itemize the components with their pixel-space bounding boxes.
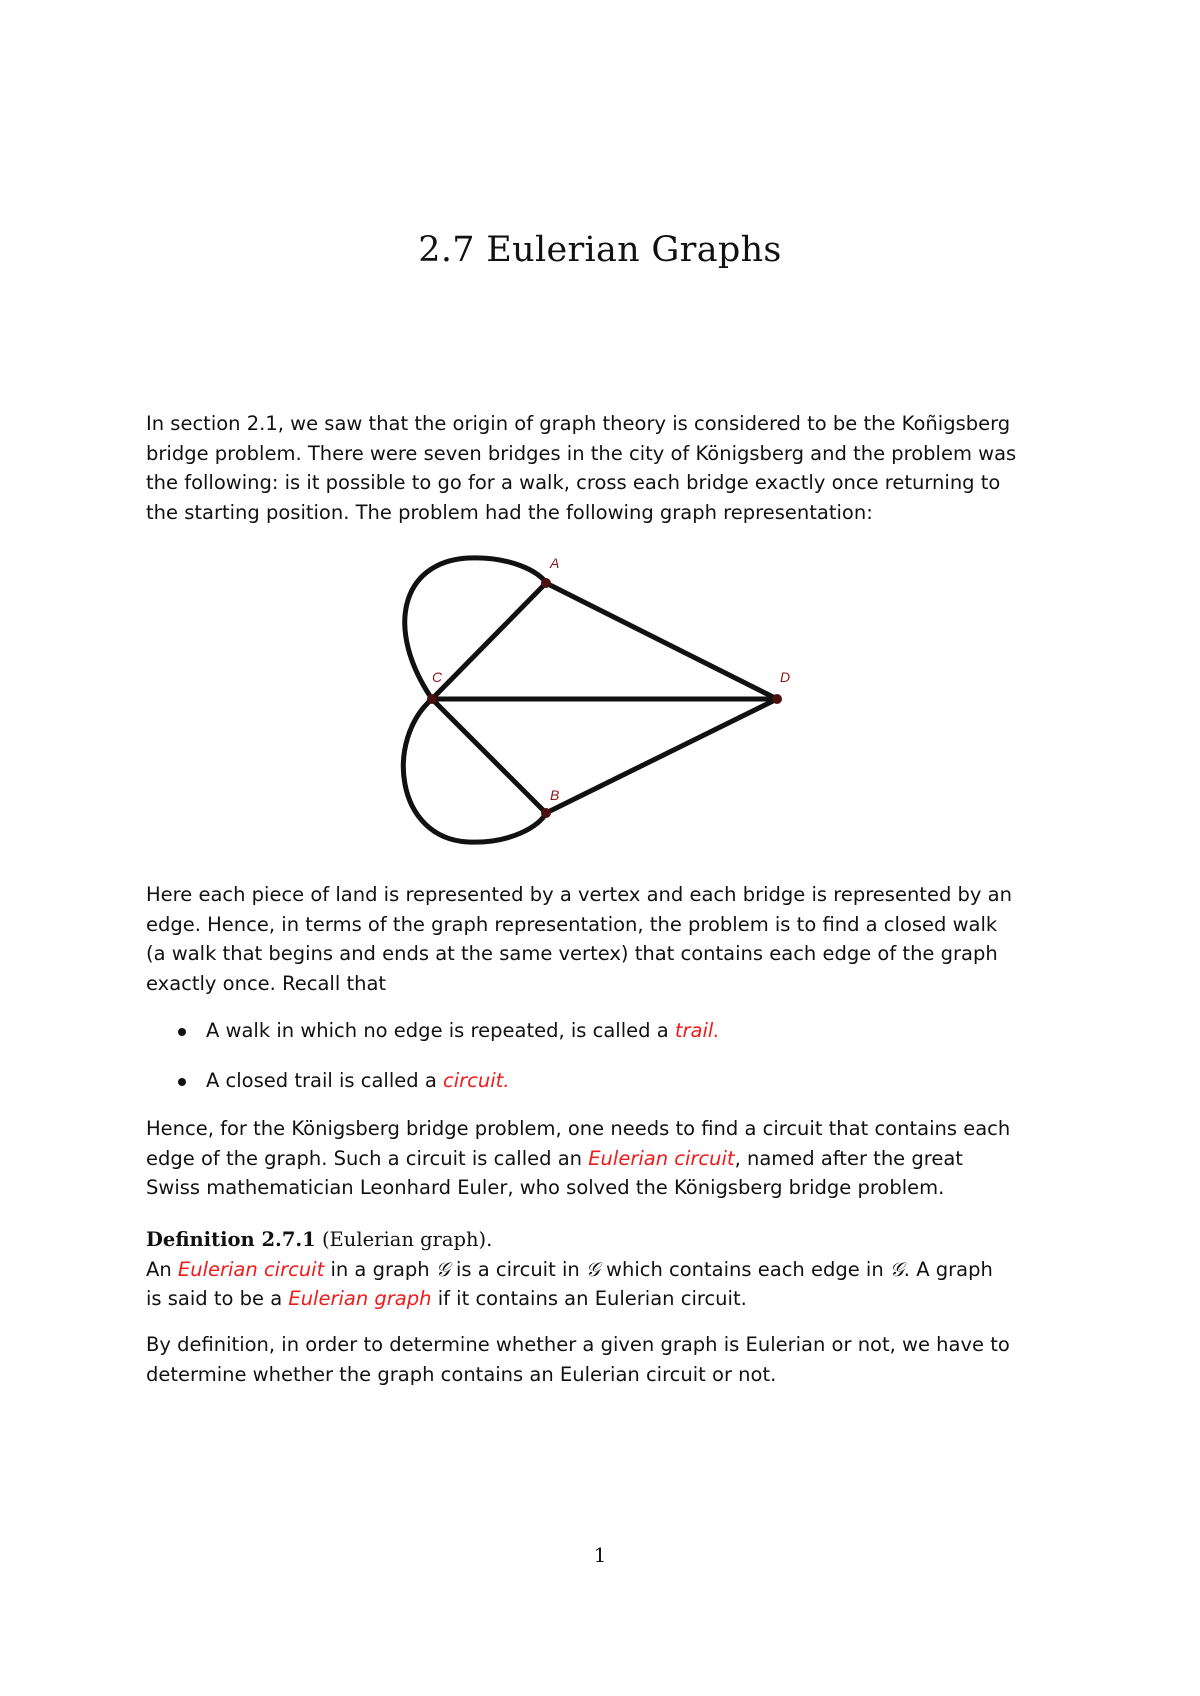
term-trail: trail. xyxy=(674,1019,720,1042)
conclusion-text: edge of the graph. Such a circuit is called an xyxy=(146,1146,589,1170)
definition-text: in a graph xyxy=(324,1257,436,1281)
explanation-line: edge. Hence, in terms of the graph representation, the problem is to find a closed walk xyxy=(146,912,998,936)
list-item xyxy=(182,1066,1062,1116)
vertex-c xyxy=(427,694,437,704)
definition-heading-note: (Eulerian graph). xyxy=(321,1228,493,1251)
definition-text: An xyxy=(146,1257,178,1281)
bullet-icon xyxy=(178,1078,186,1086)
graph-symbol: 𝒢 xyxy=(889,1257,904,1281)
definition-text: if it contains an Eulerian circuit. xyxy=(431,1287,747,1310)
vertex-d xyxy=(772,694,782,704)
vertex-b xyxy=(541,808,551,818)
intro-line: the starting position. The problem had the following graph representation: xyxy=(146,500,873,524)
edge-a-d xyxy=(546,583,777,699)
conclusion-text: , named after the great xyxy=(734,1146,963,1170)
edge-c-a xyxy=(432,583,546,699)
definition-heading: Definition 2.7.1 xyxy=(146,1228,316,1251)
term-eulerian-circuit: Eulerian circuit xyxy=(588,1146,735,1170)
vertex-a xyxy=(541,578,551,588)
vertex-label-b: B xyxy=(550,787,560,803)
definition-text: which contains each edge in xyxy=(599,1257,890,1281)
conclusion-paragraph xyxy=(146,1114,1062,1203)
intro-line: the following: is it possible to go for a walk, cross each bridge exactly once returning to xyxy=(146,471,1001,494)
conclusion-line xyxy=(146,1144,1062,1174)
bullet-text-body: A walk in which no edge is repeated, is called a xyxy=(206,1019,675,1042)
definition-text: is said to be a xyxy=(146,1287,289,1310)
term-circuit: circuit. xyxy=(443,1069,510,1092)
graph-symbol: 𝒢 xyxy=(435,1257,450,1281)
edge-c-b xyxy=(432,699,546,813)
explanation-line: (a walk that begins and ends at the same vertex) that contains each edge of the graph xyxy=(146,942,998,965)
edge-curved-c-a xyxy=(405,558,546,699)
definition-bullet-list xyxy=(182,1016,1062,1116)
conclusion-line: Swiss mathematician Leonhard Euler, who solved the Königsberg bridge problem. xyxy=(146,1176,945,1199)
bullet-text xyxy=(206,1069,510,1092)
vertex-label-c: C xyxy=(432,669,443,685)
edge-b-d xyxy=(546,699,777,813)
bullet-icon xyxy=(178,1028,186,1036)
closing-line: By definition, in order to determine whether a given graph is Eulerian or not, we have to xyxy=(146,1333,1010,1356)
closing-line: determine whether the graph contains an Eulerian circuit or not. xyxy=(146,1362,777,1386)
page-title: 2.7 Eulerian Graphs xyxy=(418,230,782,270)
edge-curved-c-b xyxy=(403,699,546,842)
definition-text: . A graph xyxy=(903,1257,993,1281)
definition-line xyxy=(146,1284,1062,1314)
explanation-line: exactly once. Recall that xyxy=(146,971,387,995)
closing-paragraph xyxy=(146,1330,1062,1389)
intro-line: bridge problem. There were seven bridges in the city of Königsberg and the problem was xyxy=(146,441,1017,465)
list-item xyxy=(182,1016,1062,1066)
bullet-text xyxy=(206,1019,720,1042)
graph-symbol: 𝒢 xyxy=(585,1257,600,1281)
conclusion-line: Hence, for the Königsberg bridge problem, one needs to find a circuit that contains each xyxy=(146,1117,1011,1140)
term-eulerian-circuit: Eulerian circuit xyxy=(177,1257,325,1281)
bullet-text-body: A closed trail is called a xyxy=(206,1069,443,1092)
term-eulerian-graph: Eulerian graph xyxy=(288,1287,432,1310)
vertex-label-d: D xyxy=(780,669,791,685)
definition-text: is a circuit in xyxy=(449,1257,586,1281)
definition-heading-line xyxy=(146,1225,1062,1255)
intro-line: In section 2.1, we saw that the origin of graph theory is considered to be the Koñigsberg xyxy=(146,412,1011,435)
definition-line xyxy=(146,1255,1062,1285)
explanation-line: Here each piece of land is represented by a vertex and each bridge is represented by an xyxy=(146,883,1012,906)
definition-block xyxy=(146,1225,1062,1314)
vertex-label-a: A xyxy=(550,555,560,571)
explanation-paragraph xyxy=(146,880,1062,998)
page-number: 1 xyxy=(593,1543,607,1567)
